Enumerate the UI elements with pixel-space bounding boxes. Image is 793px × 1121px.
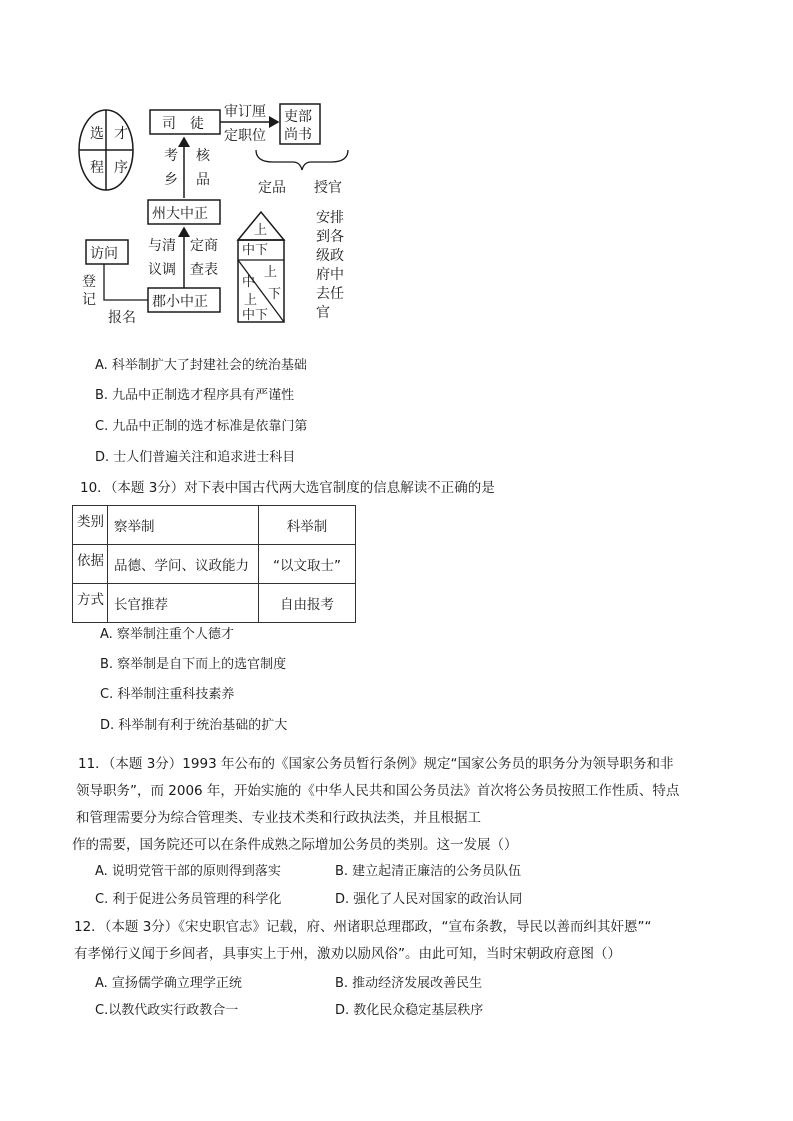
table-row xyxy=(73,545,356,584)
circle-text-1: 选 xyxy=(90,126,104,142)
xiang-text: 乡 xyxy=(164,172,178,188)
circle-text-2: 才 xyxy=(114,126,128,142)
jun-label: 郡小中正 xyxy=(152,294,208,310)
dingshang-2: 查表 xyxy=(190,262,218,278)
shouguan-label: 授官 xyxy=(314,180,342,196)
q11-option-b[interactable]: B. 建立起清正廉洁的公务员队伍 xyxy=(335,864,522,879)
yuqing-1: 与清 xyxy=(148,238,176,254)
q12-option-d[interactable]: D. 教化民众稳定基层秩序 xyxy=(335,1003,484,1018)
he-text: 核 xyxy=(196,148,210,164)
anpai-4: 府中 xyxy=(316,267,344,283)
libu-1: 吏部 xyxy=(284,109,312,125)
table-cell: 方式 xyxy=(73,584,108,623)
q12-option-b[interactable]: B. 推动经济发展改善民生 xyxy=(335,976,483,991)
q10-stem: 10．（本题 3分）对下表中国古代两大选官制度的信息解读不正确的是 xyxy=(80,480,495,496)
situ-label: 司 徒 xyxy=(162,116,204,132)
circle-text-3: 程 xyxy=(90,160,104,176)
anpai-5: 去任 xyxy=(316,286,344,302)
q11-option-a[interactable]: A. 说明党管干部的原则得到落实 xyxy=(95,864,281,879)
table-cell: 长官推荐 xyxy=(108,584,259,623)
grade-top-1: 上 xyxy=(254,223,268,238)
q9-option-a[interactable]: A. 科举制扩大了封建社会的统治基础 xyxy=(95,358,307,373)
shending-2: 定职位 xyxy=(224,128,266,144)
anpai-3: 级政 xyxy=(316,248,344,264)
q9-option-c[interactable]: C. 九品中正制的选才标准是依靠门第 xyxy=(95,419,308,434)
anpai-1: 安排 xyxy=(316,210,344,226)
q12-line-2: 有孝悌行义闻于乡闾者，具事实上于州，激劝以励风俗”。由此可知，当时宋朝政府意图（） xyxy=(74,946,621,962)
libu-2: 尚书 xyxy=(284,127,312,143)
q10-option-a[interactable]: A. 察举制注重个人德才 xyxy=(100,627,234,642)
fangwen-label: 访问 xyxy=(90,246,118,262)
table-row xyxy=(73,584,356,623)
q11-line-4: 作的需要，国务院还可以在条件成熟之际增加公务员的类别。这一发展（） xyxy=(72,837,518,853)
q11-line-1: 11．（本题 3分）1993 年公布的《国家公务员暂行条例》规定“国家公务员的职务分为领导职务和非 xyxy=(78,756,674,772)
dingpin-label: 定品 xyxy=(258,180,286,196)
q12-line-1: 12．（本题 3分）《宋史职官志》记载，府、州诸职总理郡政，“宣布条教，导民以善而纠其奸慝”“ xyxy=(74,919,652,935)
dingshang-1: 定商 xyxy=(190,238,218,254)
q9-option-d[interactable]: D. 士人们普遍关注和追求进士科目 xyxy=(95,450,296,465)
table-cell: 察举制 xyxy=(108,506,259,545)
yuqing-2: 议调 xyxy=(148,262,176,278)
q10-option-b[interactable]: B. 察举制是自下而上的选官制度 xyxy=(100,657,287,672)
grade-low-2: 中下 xyxy=(242,308,269,323)
q10-option-c[interactable]: C. 科举制注重科技素养 xyxy=(100,687,235,702)
anpai-2: 到各 xyxy=(316,229,344,245)
grade-mid-1: 上 xyxy=(264,265,278,280)
table-cell: 自由报考 xyxy=(259,584,356,623)
table-cell: 品德、学问、议政能力 xyxy=(108,545,259,584)
selection-process-diagram xyxy=(78,100,358,335)
table-cell: 科举制 xyxy=(259,506,356,545)
dengji-1: 登 xyxy=(82,274,96,290)
pin-text: 品 xyxy=(196,172,210,188)
circle-text-4: 序 xyxy=(114,160,128,176)
zhou-label: 州大中正 xyxy=(152,206,208,222)
dengji-2: 记 xyxy=(82,292,96,308)
q10-comparison-table xyxy=(72,505,356,623)
kao-text: 考 xyxy=(164,148,178,164)
q9-option-b[interactable]: B. 九品中正制选才程序具有严谨性 xyxy=(95,388,295,403)
grade-mid-2: 中 xyxy=(242,275,256,290)
q12-option-c[interactable]: C.以教代政实行政教合一 xyxy=(95,1003,239,1018)
q11-option-c[interactable]: C. 利于促进公务员管理的科学化 xyxy=(95,892,282,907)
grade-low-1: 上 xyxy=(244,293,258,308)
grade-top-2: 中下 xyxy=(242,243,269,258)
anpai-6: 官 xyxy=(316,305,330,321)
table-row xyxy=(73,506,356,545)
q11-option-d[interactable]: D. 强化了人民对国家的政治认同 xyxy=(335,892,523,907)
q10-option-d[interactable]: D. 科举制有利于统治基础的扩大 xyxy=(100,718,288,733)
grade-mid-3: 下 xyxy=(268,287,282,302)
table-cell: 依据 xyxy=(73,545,108,584)
q12-option-a[interactable]: A. 宣扬儒学确立理学正统 xyxy=(95,976,242,991)
table-cell: 类别 xyxy=(73,506,108,545)
table-cell: “以文取士” xyxy=(259,545,356,584)
q11-line-3: 和管理需要分为综合管理类、专业技术类和行政执法类，并且根据工 xyxy=(76,810,481,826)
baoming-label: 报名 xyxy=(108,310,136,326)
shending-1: 审订厘 xyxy=(224,104,266,120)
q11-line-2: 领导职务”，而 2006 年，开始实施的《中华人民共和国公务员法》首次将公务员按照工作性质、特点 xyxy=(76,783,680,799)
